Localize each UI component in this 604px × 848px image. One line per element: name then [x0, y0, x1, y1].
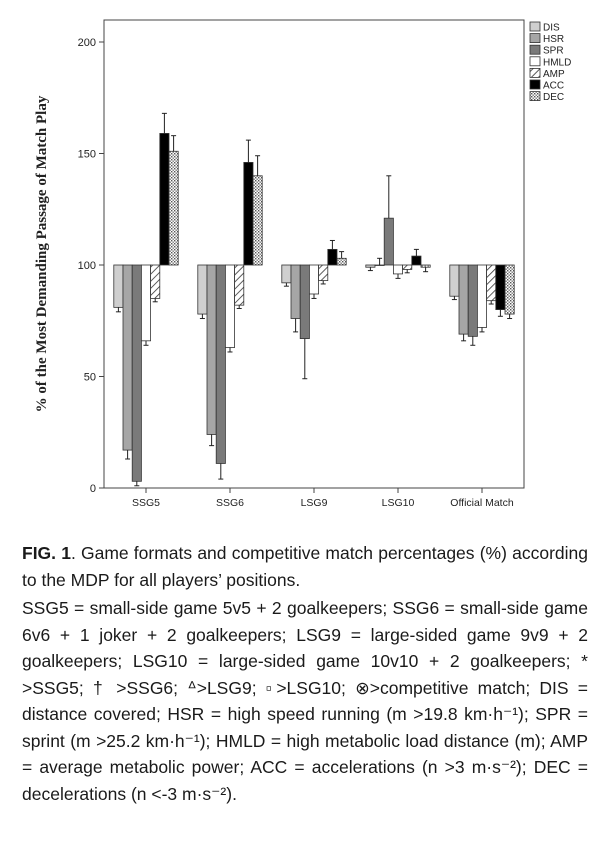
- bar-hsr-lsg9: [291, 265, 300, 319]
- caption-title-text: . Game formats and competitive match percentages (%) according to the MDP for all players’ positions.: [22, 543, 588, 590]
- bar-hsr-official-match: [459, 265, 468, 334]
- bar-amp-official-match: [487, 265, 496, 301]
- legend-swatch-hsr: [530, 34, 540, 43]
- bar-hmld-official-match: [477, 265, 486, 327]
- bars: [114, 113, 514, 485]
- legend-swatch-acc: [530, 80, 540, 89]
- bar-hmld-lsg9: [309, 265, 318, 294]
- legend-label-acc: ACC: [543, 80, 565, 92]
- bar-spr-lsg9: [300, 265, 309, 339]
- legend-swatch-hmld: [530, 57, 540, 66]
- legend-label-amp: AMP: [543, 68, 565, 80]
- bar-dis-lsg9: [282, 265, 291, 283]
- x-tick-label: SSG6: [215, 497, 245, 509]
- bar-amp-lsg9: [319, 265, 328, 281]
- bar-dis-lsg10: [366, 265, 375, 267]
- bar-hsr-lsg10: [375, 265, 384, 266]
- bar-hmld-ssg5: [141, 265, 150, 341]
- x-tick-label: SSG5: [131, 497, 161, 509]
- legend-swatch-dis: [530, 22, 540, 31]
- bar-dec-ssg5: [169, 151, 178, 265]
- bar-acc-lsg9: [328, 249, 337, 265]
- x-tick-label: LSG9: [300, 497, 328, 509]
- bar-acc-ssg6: [244, 162, 253, 265]
- legend-label-hsr: HSR: [543, 34, 565, 46]
- caption-legend-text: SSG5 = small-side game 5v5 + 2 goalkeepers; SSG6 = small-side game 6v6 + 1 joker + 2 goalkeepers; LSG9 = large-sided game 9v9 + 2 goalkeepers; LSG10 = large-sided game 10v10 + 2 goalkeepers; * >SSG5; † >SSG6; ᐞ>LSG9; ▫>LSG10; ⊗>competitive match; DIS = distance covered; HSR = high speed running (m >19.8 km·h⁻¹); SPR = sprint (m >25.2 km·h⁻¹); HMLD = high metabolic load distance (m); AMP = average metabolic power; ACC = accelerations (n >3 m·s⁻²); DEC = decelerations (n <-3 m·s⁻²).: [22, 598, 588, 804]
- bar-acc-ssg5: [160, 133, 169, 265]
- legend-label-dis: DIS: [543, 22, 560, 34]
- x-tick-label: LSG10: [381, 497, 415, 509]
- bar-acc-official-match: [496, 265, 505, 310]
- bar-dis-official-match: [450, 265, 459, 296]
- y-tick-label: 50: [83, 371, 96, 384]
- y-axis: [78, 37, 104, 495]
- bar-hmld-ssg6: [225, 265, 234, 348]
- legend-label-spr: SPR: [543, 45, 564, 57]
- bar-dis-ssg5: [114, 265, 123, 307]
- bar-spr-official-match: [468, 265, 477, 336]
- legend-label-hmld: HMLD: [543, 57, 572, 69]
- bar-spr-ssg5: [132, 265, 141, 481]
- bar-hmld-lsg10: [393, 265, 402, 274]
- bar-dec-ssg6: [253, 176, 262, 265]
- y-tick-label: 200: [77, 37, 96, 49]
- y-tick-label: 100: [77, 260, 96, 272]
- bar-amp-ssg6: [235, 265, 244, 305]
- bar-amp-ssg5: [151, 265, 160, 298]
- legend-swatch-amp: [530, 68, 540, 77]
- x-tick-label: Official Match: [450, 497, 514, 509]
- y-axis-label: % of the Most Demanding Passage of Match Play: [34, 95, 50, 413]
- bar-dec-lsg9: [337, 258, 346, 265]
- bar-dis-ssg6: [198, 265, 207, 314]
- legend-swatch-spr: [530, 45, 540, 54]
- bar-acc-lsg10: [412, 256, 421, 265]
- figure-label: FIG. 1: [22, 543, 71, 563]
- bar-hsr-ssg6: [207, 265, 216, 434]
- caption-title: [22, 540, 588, 593]
- y-tick-label: 0: [89, 483, 96, 495]
- bar-dec-official-match: [505, 265, 514, 314]
- x-axis: [132, 488, 514, 509]
- figure-caption: [22, 540, 588, 809]
- legend-label-dec: DEC: [543, 92, 565, 104]
- bar-spr-ssg6: [216, 265, 225, 463]
- legend-swatch-dec: [530, 92, 540, 101]
- bar-amp-lsg10: [403, 265, 412, 269]
- legend: [530, 22, 571, 103]
- y-tick-label: 150: [77, 148, 96, 161]
- bar-spr-lsg10: [384, 218, 393, 265]
- bar-hsr-ssg5: [123, 265, 132, 450]
- bar-dec-lsg10: [421, 265, 430, 267]
